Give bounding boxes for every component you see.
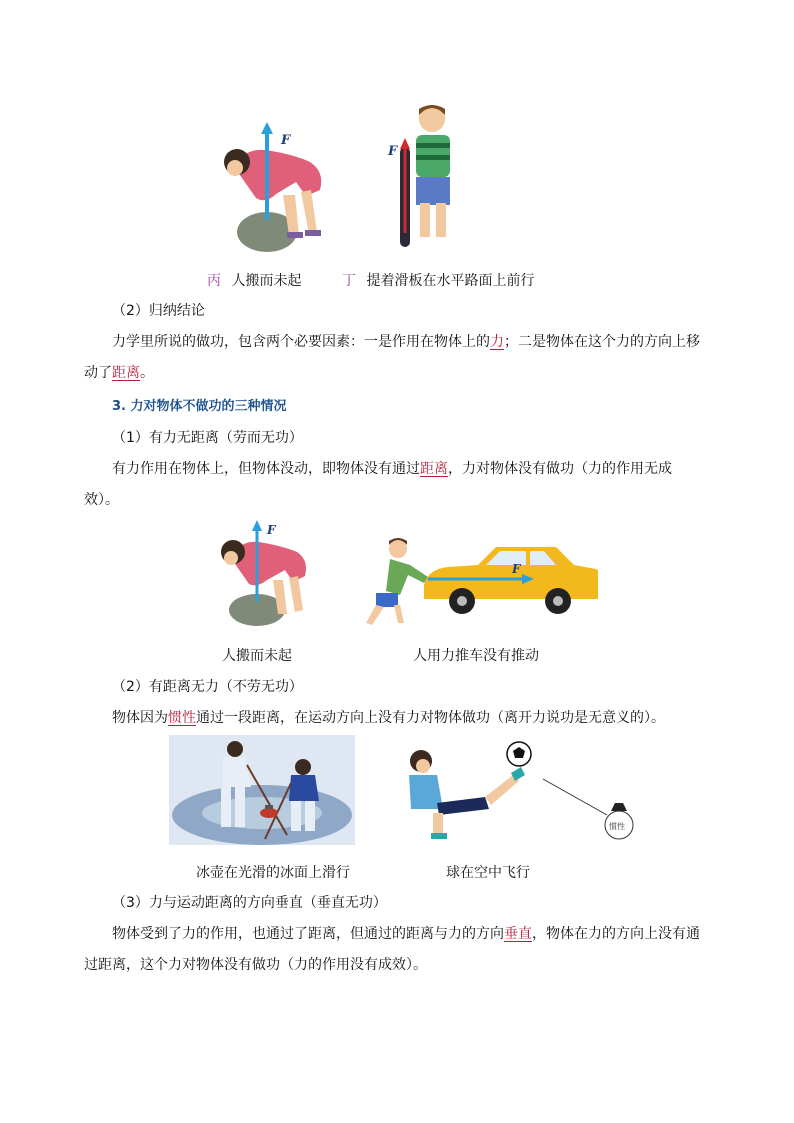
text: 动了 bbox=[84, 365, 112, 381]
text: 。 bbox=[140, 365, 154, 381]
figure-woman-lifting-rock bbox=[205, 518, 315, 628]
text: ，物体在力的方向上没有通 bbox=[532, 926, 700, 942]
keyword: 力 bbox=[490, 334, 504, 350]
figure-boy-pushing-car bbox=[358, 535, 598, 630]
text: 物体受到了力的作用，也通过了距离，但通过的距离与力的方向 bbox=[112, 926, 504, 942]
text: ；二是物体在这个力的方向上移 bbox=[504, 334, 700, 350]
figure-boy-carrying-skateboard bbox=[380, 103, 470, 255]
force-label: F bbox=[512, 562, 521, 576]
keyword: 距离 bbox=[420, 461, 448, 477]
keyword: 垂直 bbox=[504, 926, 532, 942]
text: 有力作用在物体上，但物体没动，即物体没有通过 bbox=[112, 461, 420, 477]
text: 物体因为 bbox=[112, 710, 168, 726]
figure-caption bbox=[207, 270, 301, 290]
section-heading: 3. 力对物体不做功的三种情况 bbox=[112, 399, 287, 414]
force-label: F bbox=[281, 133, 291, 148]
text: ，力对物体没有做功（力的作用无成 bbox=[448, 461, 672, 477]
paragraph bbox=[112, 458, 672, 478]
force-label: F bbox=[267, 523, 276, 537]
paragraph bbox=[112, 707, 665, 727]
sub-heading: （2）有距离无力（不劳无功） bbox=[112, 679, 303, 695]
figure-caption: 人用力推车没有推动 bbox=[413, 648, 539, 664]
figure-caption bbox=[342, 270, 534, 290]
text: 力学里所说的做功，包含两个必要因素：一是作用在物体上的 bbox=[112, 334, 490, 350]
sub-heading: （3）力与运动距离的方向垂直（垂直无功） bbox=[112, 895, 387, 911]
caption-letter: 丙 bbox=[207, 273, 221, 289]
keyword: 惯性 bbox=[168, 710, 196, 726]
figure-caption: 人搬而未起 bbox=[222, 648, 292, 664]
ball-tag: 惯性 bbox=[609, 822, 625, 831]
force-label: F bbox=[388, 144, 398, 159]
paragraph bbox=[112, 331, 712, 351]
caption-text: 提着滑板在水平路面上前行 bbox=[366, 273, 535, 289]
text: 通过一段距离，在运动方向上没有力对物体做功（离开力说功是无意义的）。 bbox=[196, 710, 665, 726]
figure-caption: 球在空中飞行 bbox=[446, 865, 530, 881]
caption-text: 人搬而未起 bbox=[231, 273, 302, 289]
paragraph: 效）。 bbox=[84, 492, 119, 508]
sub-heading: （1）有力无距离（劳而无功） bbox=[112, 430, 303, 446]
keyword: 距离 bbox=[112, 365, 140, 381]
figure-ball-flying bbox=[393, 735, 653, 850]
paragraph bbox=[84, 362, 154, 382]
paragraph: 过距离，这个力对物体没有做功（力的作用没有成效）。 bbox=[84, 957, 427, 973]
caption-letter: 丁 bbox=[342, 273, 356, 289]
figure-curling bbox=[169, 735, 355, 845]
figure-woman-lifting-rock bbox=[205, 120, 335, 255]
paragraph bbox=[112, 923, 700, 943]
section-heading: （2）归纳结论 bbox=[112, 303, 205, 319]
figure-caption: 冰壶在光滑的冰面上滑行 bbox=[196, 865, 350, 881]
